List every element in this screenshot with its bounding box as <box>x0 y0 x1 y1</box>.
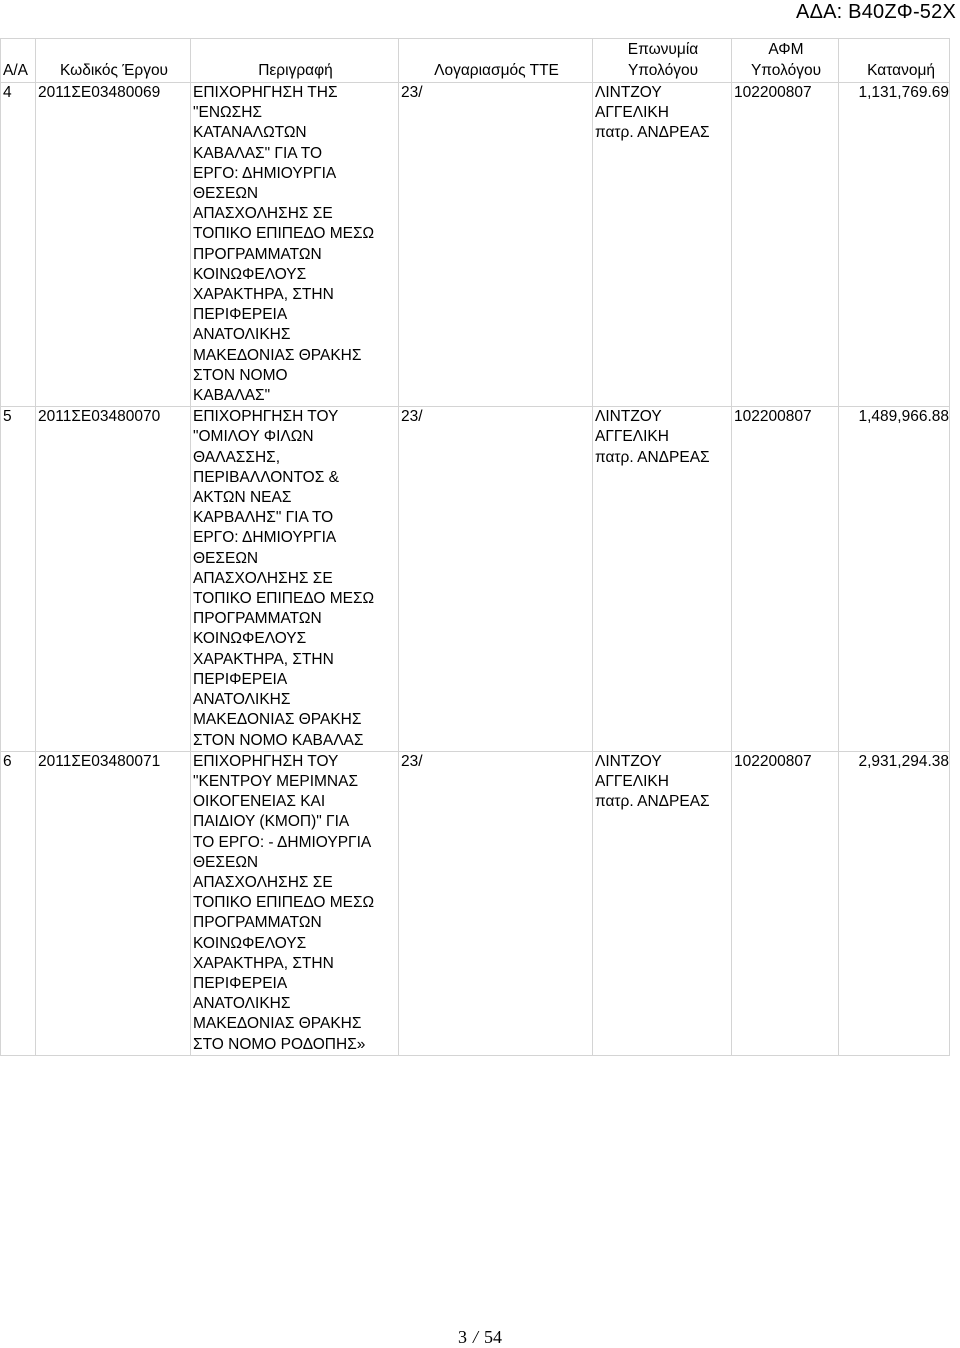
cell-aa: 4 <box>1 83 36 407</box>
desc-line: ΤΟ ΕΡΓΟ: - ΔΗΜΙΟΥΡΓΙΑ <box>193 833 372 851</box>
cell-amount: 1,489,966.88 <box>839 407 950 751</box>
desc-line: ΤΟΠΙΚΟ ΕΠΙΠΕΔΟ ΜΕΣΩ <box>193 894 375 912</box>
cell-code: 2011ΣΕ03480071 <box>36 751 191 1055</box>
name-line: πατρ. ΑΝΔΡΕΑΣ <box>595 448 710 466</box>
desc-line: ΠΡΟΓΡΑΜΜΑΤΩΝ <box>193 245 322 263</box>
table-row <box>1 83 950 407</box>
cell-account: 23/ <box>399 407 593 751</box>
cell-afm: 102200807 <box>732 751 839 1055</box>
desc-line: ΤΟΠΙΚΟ ΕΠΙΠΕΔΟ ΜΕΣΩ <box>193 225 375 243</box>
desc-line: ΑΚΤΩΝ ΝΕΑΣ <box>193 489 292 507</box>
name-line: πατρ. ΑΝΔΡΕΑΣ <box>595 793 710 811</box>
col-header-name-line2: Υπολόγου <box>627 62 699 79</box>
desc-line: ΘΕΣΕΩΝ <box>193 549 259 567</box>
cell-name <box>593 83 732 407</box>
name-line: πατρ. ΑΝΔΡΕΑΣ <box>595 124 710 142</box>
desc-line: ΑΠΑΣΧΟΛΗΣΗΣ ΣΕ <box>193 205 333 223</box>
cell-afm: 102200807 <box>732 83 839 407</box>
desc-line: ΠΕΡΙΒΑΛΛΟΝΤΟΣ & <box>193 468 339 486</box>
name-line: ΛΙΝΤΖΟΥ <box>595 84 662 101</box>
desc-line: ΑΝΑΤΟΛΙΚΗΣ <box>193 326 291 344</box>
desc-line: ΘΕΣΕΩΝ <box>193 185 259 203</box>
ada-code: ΑΔΑ: Β40ΖΦ-52Χ <box>796 1 956 23</box>
col-header-afm-line2: Υπολόγου <box>750 62 822 79</box>
desc-line: ΑΝΑΤΟΛΙΚΗΣ <box>193 691 291 709</box>
desc-line: ΑΠΑΣΧΟΛΗΣΗΣ ΣΕ <box>193 569 333 587</box>
cell-code: 2011ΣΕ03480069 <box>36 83 191 407</box>
table-row <box>1 751 950 1055</box>
desc-line: ΚΟΙΝΩΦΕΛΟΥΣ <box>193 934 307 952</box>
col-header-amount: Κατανομή <box>839 39 950 83</box>
desc-line: ΕΡΓΟ: ΔΗΜΙΟΥΡΓΙΑ <box>193 529 337 547</box>
col-header-code: Κωδικός Έργου <box>36 39 191 83</box>
page-separator: / <box>472 1327 478 1347</box>
col-header-afm-line1: ΑΦΜ <box>768 41 804 58</box>
cell-amount: 2,931,294.38 <box>839 751 950 1055</box>
cell-amount: 1,131,769.69 <box>839 83 950 407</box>
name-line: ΑΓΓΕΛΙΚΗ <box>595 428 669 446</box>
page-number <box>0 1326 960 1348</box>
col-header-afm <box>732 39 839 83</box>
desc-line: ΠΕΡΙΦΕΡΕΙΑ <box>193 670 288 688</box>
desc-line: ΣΤΟΝ ΝΟΜΟ ΚΑΒΑΛΑΣ <box>193 731 364 749</box>
desc-line: ΧΑΡΑΚΤΗΡΑ, ΣΤΗΝ <box>193 954 334 972</box>
col-header-name-line1: Επωνυμία <box>627 41 699 58</box>
allocation-table <box>0 38 950 1056</box>
desc-line: ΜΑΚΕΔΟΝΙΑΣ ΘΡΑΚΗΣ <box>193 1015 362 1033</box>
cell-account: 23/ <box>399 751 593 1055</box>
desc-line: ΟΙΚΟΓΕΝΕΙΑΣ ΚΑΙ <box>193 793 326 811</box>
cell-account: 23/ <box>399 83 593 407</box>
name-line: ΑΓΓΕΛΙΚΗ <box>595 772 669 790</box>
desc-line: ΠΑΙΔΙΟΥ (ΚΜΟΠ)" ΓΙΑ <box>193 813 350 831</box>
desc-line: ΑΠΑΣΧΟΛΗΣΗΣ ΣΕ <box>193 873 333 891</box>
desc-line: ΕΠΙΧΟΡΗΓΗΣΗ ΤΗΣ <box>193 84 338 101</box>
cell-code: 2011ΣΕ03480070 <box>36 407 191 751</box>
desc-line: ΘΕΣΕΩΝ <box>193 853 259 871</box>
cell-description <box>191 407 399 751</box>
name-line: ΛΙΝΤΖΟΥ <box>595 752 662 770</box>
desc-line: ΘΑΛΑΣΣΗΣ, <box>193 448 281 466</box>
desc-line: ΧΑΡΑΚΤΗΡΑ, ΣΤΗΝ <box>193 286 334 304</box>
desc-line: ΠΕΡΙΦΕΡΕΙΑ <box>193 306 288 324</box>
cell-name <box>593 407 732 751</box>
desc-line: ΠΕΡΙΦΕΡΕΙΑ <box>193 974 288 992</box>
table-header-row <box>1 39 950 83</box>
desc-line: ΤΟΠΙΚΟ ΕΠΙΠΕΔΟ ΜΕΣΩ <box>193 590 375 608</box>
desc-line: ΜΑΚΕΔΟΝΙΑΣ ΘΡΑΚΗΣ <box>193 346 362 364</box>
desc-line: ΚΟΙΝΩΦΕΛΟΥΣ <box>193 265 307 283</box>
col-header-name <box>593 39 732 83</box>
desc-line: ΕΡΓΟ: ΔΗΜΙΟΥΡΓΙΑ <box>193 164 337 182</box>
desc-line: ΠΡΟΓΡΑΜΜΑΤΩΝ <box>193 610 322 628</box>
desc-line: ΣΤΟ ΝΟΜΟ ΡΟΔΟΠΗΣ» <box>193 1035 366 1053</box>
desc-line: ΚΑΒΑΛΑΣ" <box>193 387 271 405</box>
desc-line: ΕΠΙΧΟΡΗΓΗΣΗ ΤΟΥ <box>193 408 339 426</box>
desc-line: ΚΑΒΑΛΑΣ" ΓΙΑ ΤΟ <box>193 144 323 162</box>
desc-line: ΣΤΟΝ ΝΟΜΟ <box>193 366 288 384</box>
desc-line: "ΕΝΩΣΗΣ <box>193 104 262 122</box>
desc-line: ΕΠΙΧΟΡΗΓΗΣΗ ΤΟΥ <box>193 752 339 770</box>
desc-line: ΜΑΚΕΔΟΝΙΑΣ ΘΡΑΚΗΣ <box>193 711 362 729</box>
cell-description <box>191 751 399 1055</box>
name-line: ΑΓΓΕΛΙΚΗ <box>595 104 669 122</box>
desc-line: "ΚΕΝΤΡΟΥ ΜΕΡΙΜΝΑΣ <box>193 772 359 790</box>
page-total: 54 <box>484 1327 502 1347</box>
desc-line: ΚΑΤΑΝΑΛΩΤΩΝ <box>193 124 307 142</box>
col-header-account: Λογαριασμός ΤΤΕ <box>399 39 593 83</box>
cell-aa: 6 <box>1 751 36 1055</box>
desc-line: "ΟΜΙΛΟΥ ΦΙΛΩΝ <box>193 428 314 446</box>
cell-afm: 102200807 <box>732 407 839 751</box>
desc-line: ΑΝΑΤΟΛΙΚΗΣ <box>193 995 291 1013</box>
cell-aa: 5 <box>1 407 36 751</box>
col-header-aa: Α/Α <box>1 39 36 83</box>
desc-line: ΚΟΙΝΩΦΕΛΟΥΣ <box>193 630 307 648</box>
name-line: ΛΙΝΤΖΟΥ <box>595 408 662 426</box>
page-current: 3 <box>457 1327 467 1347</box>
desc-line: ΠΡΟΓΡΑΜΜΑΤΩΝ <box>193 914 322 932</box>
cell-name <box>593 751 732 1055</box>
desc-line: ΚΑΡΒΑΛΗΣ" ΓΙΑ ΤΟ <box>193 509 334 527</box>
col-header-description: Περιγραφή <box>191 39 399 83</box>
table-row <box>1 407 950 751</box>
desc-line: ΧΑΡΑΚΤΗΡΑ, ΣΤΗΝ <box>193 650 334 668</box>
cell-description <box>191 83 399 407</box>
